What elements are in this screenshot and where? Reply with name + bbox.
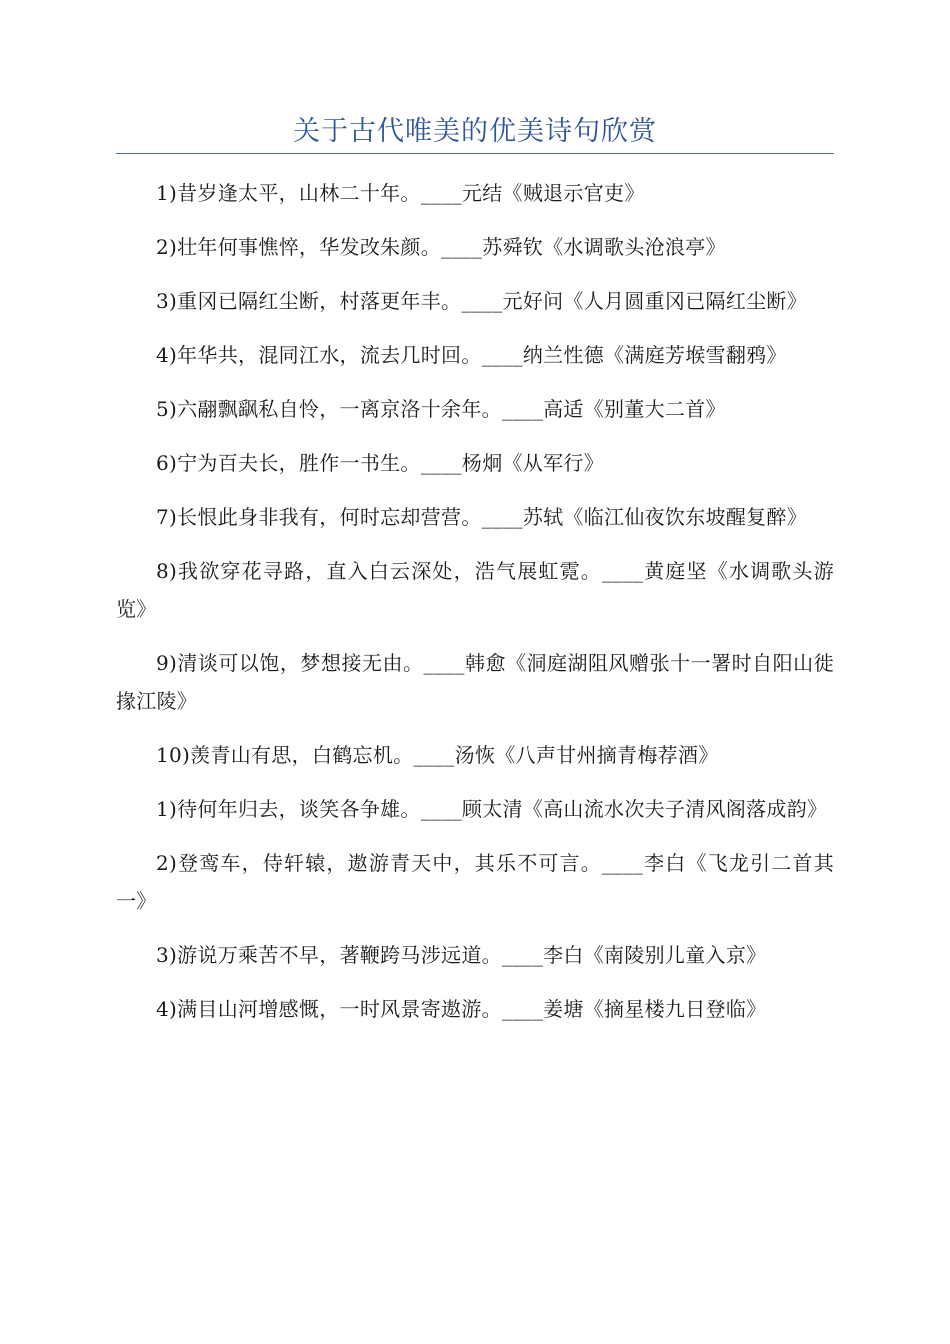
poem-line: 7)长恨此身非我有，何时忘却营营。____苏轼《临江仙夜饮东坡醒复醉》: [156, 505, 808, 529]
poem-line: 1)昔岁逢太平，山林二十年。____元结《贼退示官吏》: [156, 181, 645, 205]
poem-line: 2)壮年何事憔悴，华发改朱颜。____苏舜钦《水调歌头沧浪亭》: [156, 235, 726, 259]
poem-line: 3)重冈已隔红尘断，村落更年丰。____元好问《人月圆重冈已隔红尘断》: [156, 289, 808, 313]
poem-line: 5)六翮飘飖私自怜，一离京洛十余年。____高适《别董大二首》: [156, 397, 726, 421]
poem-line: 1)待何年归去，谈笑各争雄。____顾太清《高山流水次夫子清风阁落成韵》: [156, 797, 828, 821]
poem-list: [116, 174, 834, 1044]
poem-line: 8)我欲穿花寻路，直入白云深处，浩气展虹霓。____黄庭坚《水调歌头游览》: [116, 559, 834, 621]
poem-line: 4)满目山河增感慨，一时风景寄遨游。____姜塘《摘星楼九日登临》: [156, 997, 767, 1021]
poem-line: 2)登鸾车，侍轩辕，遨游青天中，其乐不可言。____李白《飞龙引二首其一》: [116, 851, 834, 913]
poem-line: 4)年华共，混同江水，流去几时回。____纳兰性德《满庭芳堠雪翻鸦》: [156, 343, 787, 367]
poem-line: 3)游说万乘苦不早，著鞭跨马涉远道。____李白《南陵别儿童入京》: [156, 943, 767, 967]
document-title: 关于古代唯美的优美诗句欣赏: [293, 116, 657, 147]
poem-line: 10)羡青山有思，白鹤忘机。____汤恢《八声甘州摘青梅荐酒》: [156, 743, 719, 767]
title-underline: [116, 153, 834, 154]
poem-line: 6)宁为百夫长，胜作一书生。____杨炯《从军行》: [156, 451, 605, 475]
poem-line: 9)清谈可以饱，梦想接无由。____韩愈《洞庭湖阻风赠张十一署时自阳山徙掾江陵》: [116, 651, 834, 713]
